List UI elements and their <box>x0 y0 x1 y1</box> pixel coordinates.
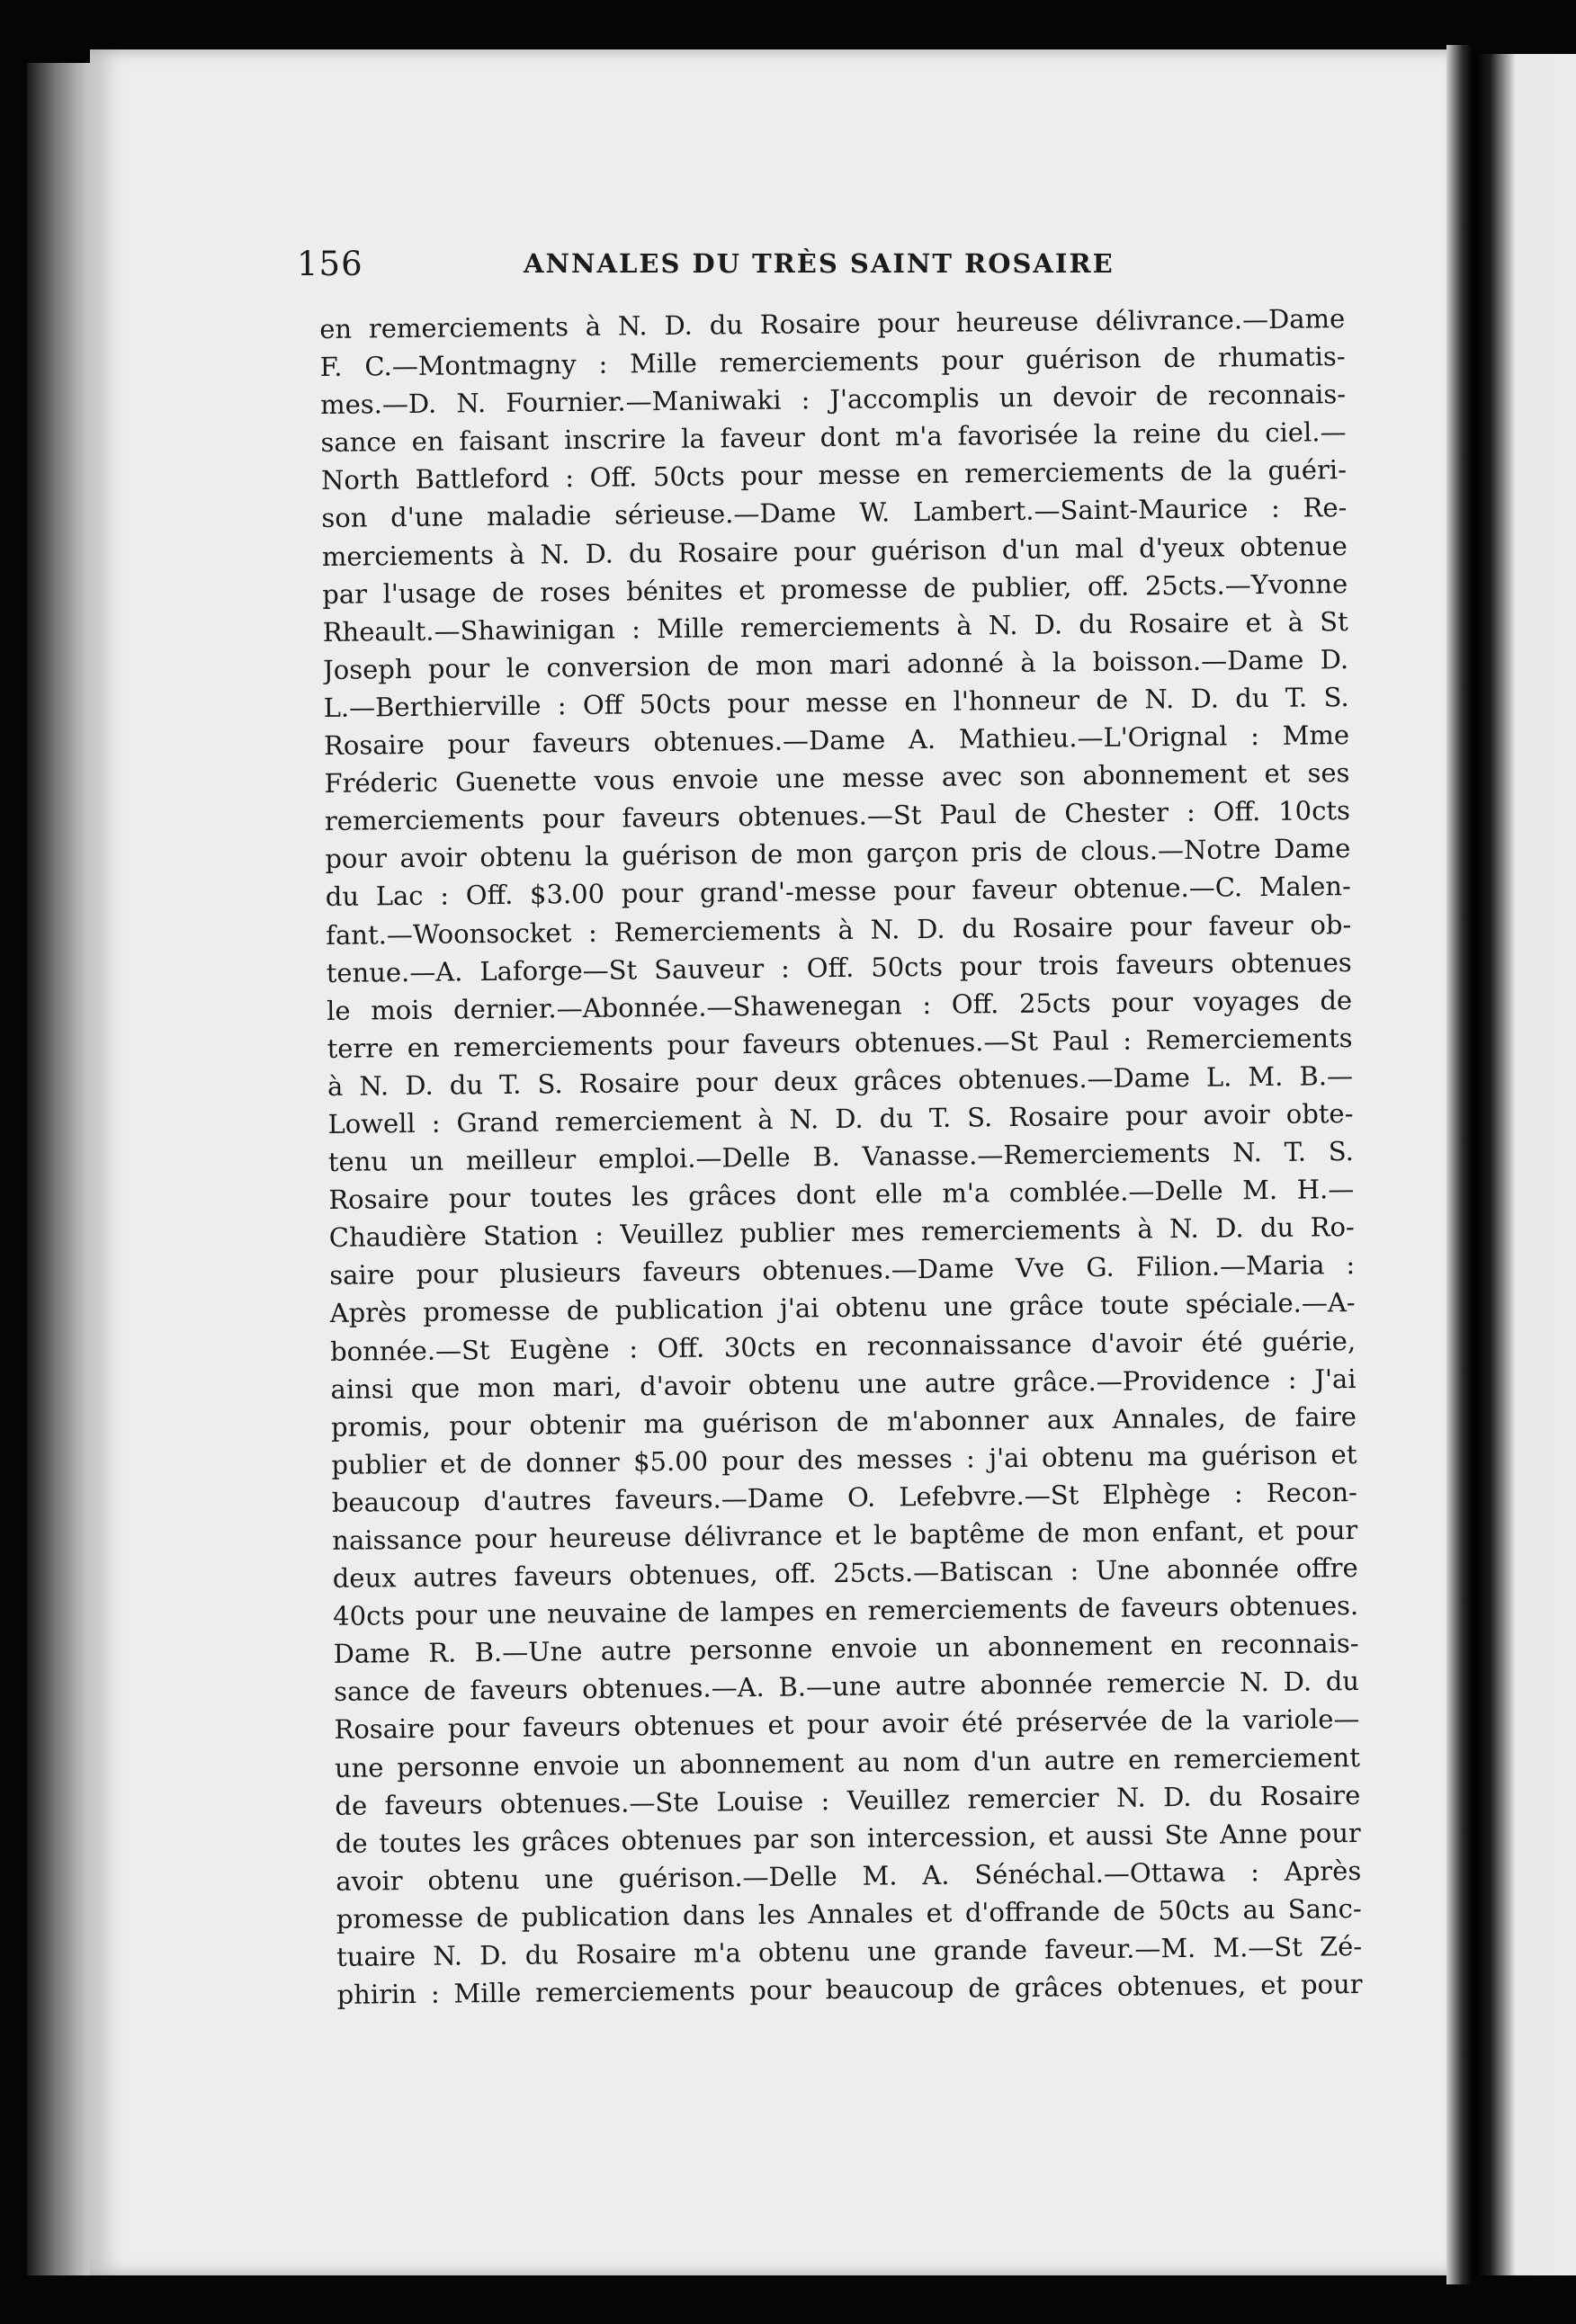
text-line: Joseph pour le conversion de mon mari adonné à la boisson.—Dame D. <box>323 643 1349 685</box>
text-line: tuaire N. D. du Rosaire m'a obtenu une grande faveur.—M. M.—St Zé- <box>336 1930 1363 1972</box>
text-line: le mois dernier.—Abonnée.—Shawenegan : Off. 25cts pour voyages de <box>326 984 1353 1026</box>
text-line: L.—Berthierville : Off 50cts pour messe en l'honneur de N. D. du T. S. <box>323 681 1349 723</box>
text-line: bonnée.—St Eugène : Off. 30cts en reconnaissance d'avoir été guérie, <box>329 1325 1357 1367</box>
text-line: F. C.—Montmagny : Mille remerciements pour guérison de rhumatis- <box>319 341 1346 383</box>
page-number: 156 <box>297 245 363 283</box>
text-line: fant.—Woonsocket : Remerciements à N. D. du Rosaire pour faveur ob- <box>326 908 1352 951</box>
book-gutter <box>1446 45 1473 2284</box>
text-line: saire pour plusieurs faveurs obtenues.—Dame Vve G. Filion.—Maria : <box>329 1249 1356 1292</box>
text-line: publier et de donner $5.00 pour des messes : j'ai obtenu ma guérison et <box>331 1438 1357 1480</box>
text-line: sance de faveurs obtenues.—A. B.—une autre abonnée remercie N. D. du <box>333 1666 1360 1708</box>
text-line: promis, pour obtenir ma guérison de m'abonner aux Annales, de faire <box>330 1400 1357 1443</box>
text-line: 40cts pour une neuvaine de lampes en remerciements de faveurs obtenues. <box>333 1590 1359 1632</box>
text-line: son d'une maladie sérieuse.—Dame W. Lambert.—Saint-Maurice : Re- <box>321 492 1348 534</box>
running-head <box>297 245 1322 281</box>
facing-page-edge <box>1475 54 1576 2275</box>
text-line: Chaudière Station : Veuillez publier mes remerciements à N. D. du Ro- <box>328 1211 1355 1254</box>
text-line: Après promesse de publication j'ai obtenu une grâce toute spéciale.—A- <box>329 1287 1356 1329</box>
text-line: phirin : Mille remerciements pour beaucoup de grâces obtenues, et pour <box>336 1969 1363 2011</box>
text-line: Fréderic Guenette vous envoie une messe avec son abonnement et ses <box>324 757 1350 800</box>
text-line: tenue.—A. Laforge—St Sauveur : Off. 50cts pour trois faveurs obtenues <box>326 946 1352 988</box>
text-line: Rheault.—Shawinigan : Mille remerciements à N. D. du Rosaire et à St <box>322 605 1348 648</box>
text-line: par l'usage de roses bénites et promesse de publier, off. 25cts.—Yvonne <box>322 568 1348 610</box>
text-line: terre en remerciements pour faveurs obtenues.—St Paul : Remerciements <box>327 1022 1353 1064</box>
text-line: de toutes les grâces obtenues par son intercession, et aussi Ste Anne pour <box>335 1817 1361 1859</box>
text-line: mes.—D. N. Fournier.—Maniwaki : J'accomplis un devoir de reconnais- <box>319 379 1347 421</box>
text-line: tenu un meilleur emploi.—Delle B. Vanasse.—Remerciements N. T. S. <box>327 1136 1355 1178</box>
text-line: Rosaire pour toutes les grâces dont elle m'a comblée.—Delle M. H.— <box>328 1174 1355 1216</box>
text-line: North Battleford : Off. 50cts pour messe en remerciements de la guéri- <box>320 454 1348 496</box>
text-line: Rosaire pour faveurs obtenues.—Dame A. Mathieu.—L'Orignal : Mme <box>323 720 1350 762</box>
text-line: à N. D. du T. S. Rosaire pour deux grâces obtenues.—Dame L. M. B.— <box>327 1059 1354 1102</box>
text-line: Rosaire pour faveurs obtenues et pour avoir été préservée de la variole— <box>334 1703 1360 1746</box>
text-line: Dame R. B.—Une autre personne envoie un abonnement en reconnais- <box>333 1628 1359 1670</box>
text-line: promesse de publication dans les Annales et d'offrande de 50cts au Sanc- <box>336 1892 1362 1935</box>
text-line: une personne envoie un abonnement au nom d'un autre en remerciement <box>334 1741 1361 1783</box>
running-title: ANNALES DU TRÈS SAINT ROSAIRE <box>524 248 1115 279</box>
text-line: beaucoup d'autres faveurs.—Dame O. Lefebvre.—St Elphège : Recon- <box>331 1476 1358 1518</box>
text-line: du Lac : Off. $3.00 pour grand'-messe pour faveur obtenue.—C. Malen- <box>325 871 1351 913</box>
text-line: Lowell : Grand remerciement à N. D. du T. S. Rosaire pour avoir obte- <box>327 1097 1354 1140</box>
text-line: sance en faisant inscrire la faveur dont m'a favorisée la reine du ciel.— <box>320 416 1347 459</box>
text-line: avoir obtenu une guérison.—Delle M. A. Sénéchal.—Ottawa : Après <box>336 1855 1362 1897</box>
text-line: naissance pour heureuse délivrance et le baptême de mon enfant, et pour <box>332 1514 1358 1556</box>
text-line: deux autres faveurs obtenues, off. 25cts.—Batiscan : Une abonnée offre <box>332 1552 1358 1595</box>
text-line: ainsi que mon mari, d'avoir obtenu une autre grâce.—Providence : J'ai <box>330 1363 1357 1405</box>
text-line: en remerciements à N. D. du Rosaire pour heureuse délivrance.—Dame <box>319 303 1346 344</box>
body-text <box>319 299 1363 2014</box>
text-line: merciements à N. D. du Rosaire pour guérison d'un mal d'yeux obtenue <box>321 530 1348 572</box>
text-line: remerciements pour faveurs obtenues.—St Paul de Chester : Off. 10cts <box>324 795 1351 837</box>
text-line: de faveurs obtenues.—Ste Louise : Veuillez remercier N. D. du Rosaire <box>335 1779 1361 1821</box>
text-line: pour avoir obtenu la guérison de mon garçon pris de clous.—Notre Dame <box>325 833 1351 875</box>
